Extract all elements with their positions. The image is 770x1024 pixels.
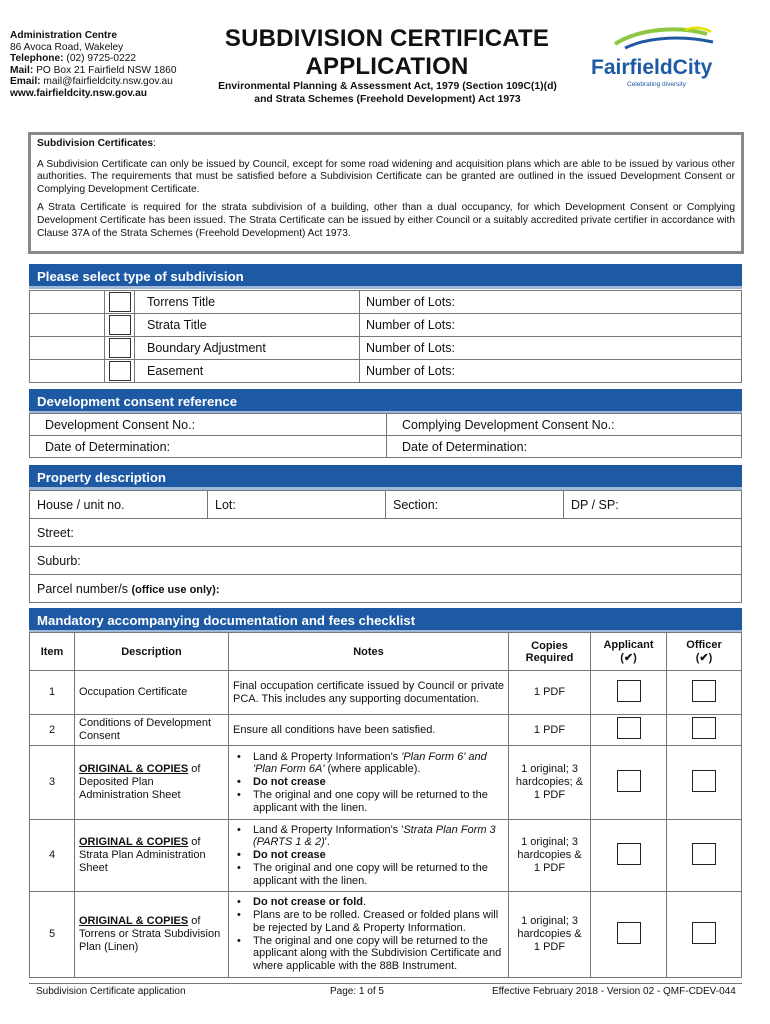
suburb-field[interactable]: Suburb:: [30, 547, 742, 575]
applicant-label: Applicant: [603, 639, 654, 651]
note-text: Land & Property Information's: [253, 750, 402, 763]
page-title: [196, 25, 578, 81]
logo-swoosh-blue: [625, 38, 713, 48]
footer-doc-name: Subdivision Certificate application: [36, 986, 186, 997]
table-row: [30, 892, 742, 978]
telephone: (02) 9725-0222: [66, 53, 137, 64]
parcel-note: (office use only):: [131, 583, 220, 596]
info-paragraph-1: A Subdivision Certificate can only be issued by Council, except for some road widening and acquisition plans which are able to be issued by various other authorities. The requirements that must be satisfied before a Subdivision Certificate can be granted are outlined in the issued Development Consent or Complying Development Certificate.: [37, 158, 735, 195]
info-paragraph-2: A Strata Certificate is required for the strata subdivision of a building, other than a dual occupancy, for which Development Consent or Complying Development Certificate has been issued. The Strata Certificate can be issued by either Council or a suitably accredited private certifier in accordance with Clause 37A of the Strata Schemes (Freehold Development) Act 1973.: [37, 202, 735, 239]
contact-block: [10, 30, 210, 99]
item-number: 2: [30, 715, 75, 746]
officer-checkbox[interactable]: [692, 843, 716, 865]
item-number: 3: [30, 746, 75, 820]
item-number: 4: [30, 820, 75, 892]
parcel-number-field[interactable]: [30, 575, 742, 603]
parcel-label: Parcel number/s: [37, 581, 129, 596]
title-line-1: SUBDIVISION CERTIFICATE: [224, 25, 550, 52]
lots-label[interactable]: Number of Lots:: [360, 360, 742, 383]
date-of-determination-field-2[interactable]: Date of Determination:: [387, 436, 742, 458]
legislation-subtitle: Environmental Planning & Assessment Act, 1979 (Section 109C(1)(d) and Strata Schemes (Freehold Development) Act 1973: [218, 81, 557, 105]
desc-text: Strata Plan Administration Sheet: [79, 849, 206, 874]
note-bullet: [233, 896, 504, 909]
logo-swoosh-green: [615, 29, 707, 44]
website[interactable]: www.fairfieldcity.nsw.gov.au: [10, 87, 147, 99]
subdivision-certificates-info: Subdivision Certificates: A Subdivision Certificate can only be issued by Council, except for some road widening and acquisition plans which are able to be issued by various other authorities. The requirements that must be satisfied before a Subdivision Certificate can be granted are outlined in the issued Development Consent or Complying Development Certificate. A Strata Certificate is required for the strata subdivision of a building, other than a dual occupancy, for which Development Consent or Complying Development Certificate has been issued. The Strata Certificate can be issued by either Council or a suitably accredited private certifier in accordance with Clause 37A of the Strata Schemes (Freehold Development) Act 1973.: [28, 132, 744, 254]
desc-text: Torrens or Strata Subdivision Plan (Linen): [79, 928, 221, 953]
boundary-checkbox[interactable]: [109, 338, 131, 358]
date-of-determination-field[interactable]: Date of Determination:: [30, 436, 387, 458]
item-notes: [229, 746, 509, 820]
address: 86 Avoca Road, Wakeley: [10, 41, 124, 53]
lot-field[interactable]: Lot:: [208, 491, 386, 519]
section-field[interactable]: Section:: [386, 491, 564, 519]
option-label: Easement: [135, 360, 360, 383]
col-description: Description: [75, 633, 229, 671]
item-notes: Ensure all conditions have been satisfied.: [229, 715, 509, 746]
lots-label[interactable]: Number of Lots:: [360, 337, 742, 360]
item-description: Conditions of Development Consent: [75, 715, 229, 746]
note-emphasis: Do not crease or fold: [253, 896, 364, 909]
officer-checkbox[interactable]: [692, 717, 716, 739]
desc-text: Deposited Plan Administration Sheet: [79, 776, 181, 801]
option-label: Boundary Adjustment: [135, 337, 360, 360]
house-unit-field[interactable]: House / unit no.: [30, 491, 208, 519]
note-text: Land & Property Information's ': [253, 823, 404, 836]
subdivision-option-boundary: [30, 337, 742, 360]
note-text-end: '.: [324, 836, 330, 849]
applicant-checkbox[interactable]: [617, 922, 641, 944]
desc-of: of: [188, 915, 201, 928]
desc-emphasis: ORIGINAL & COPIES: [79, 836, 189, 849]
section-documentation-checklist: Mandatory accompanying documentation and fees checklist: [29, 608, 742, 633]
table-row: [30, 820, 742, 892]
officer-label: Officer: [686, 639, 722, 651]
subdivision-option-strata: [30, 314, 742, 337]
option-label: Torrens Title: [135, 291, 360, 314]
desc-emphasis: ORIGINAL & COPIES: [79, 915, 189, 928]
dp-sp-field[interactable]: DP / SP:: [564, 491, 742, 519]
applicant-checkbox[interactable]: [617, 680, 641, 702]
footer-version: Effective February 2018 - Version 02 - QMF-CDEV-044: [492, 986, 736, 997]
applicant-checkbox[interactable]: [617, 717, 641, 739]
telephone-label: Telephone:: [10, 53, 64, 64]
lots-label[interactable]: Number of Lots:: [360, 291, 742, 314]
officer-tick-icon: (✔): [695, 652, 713, 664]
org-name: Administration Centre: [10, 30, 117, 41]
email-label: Email:: [10, 76, 41, 87]
note-bullet: • The original and one copy will be returned to the applicant along with the Subdivision Certificate and where applicable with the 88B Instrument.: [233, 935, 504, 973]
footer-divider: [29, 983, 742, 984]
logo-tagline: Celebrating diversity: [627, 81, 686, 88]
street-field[interactable]: Street:: [30, 519, 742, 547]
footer-page-number: Page: 1 of 5: [330, 986, 384, 997]
note-bullet: • Do not crease: [233, 776, 504, 789]
section-subdivision-type: Please select type of subdivision: [29, 264, 742, 289]
property-table: [29, 490, 742, 603]
section-development-consent: Development consent reference: [29, 389, 742, 414]
complying-consent-no-field[interactable]: Complying Development Consent No.:: [387, 414, 742, 436]
consent-table: [29, 413, 742, 458]
col-officer: [667, 633, 742, 671]
option-label: Strata Title: [135, 314, 360, 337]
section-property-description: Property description: [29, 465, 742, 490]
col-applicant: [591, 633, 667, 671]
mail-label: Mail:: [10, 64, 34, 76]
applicant-checkbox[interactable]: [617, 843, 641, 865]
easement-checkbox[interactable]: [109, 361, 131, 381]
item-number: 1: [30, 671, 75, 715]
note-form-name: 'Plan Form 6' and 'Plan Form 6A': [253, 750, 487, 776]
item-notes: Final occupation certificate issued by Council or private PCA. This includes any supporting documentation.: [229, 671, 509, 715]
note-bullet: [233, 824, 504, 850]
strata-checkbox[interactable]: [109, 315, 131, 335]
item-description: Occupation Certificate: [75, 671, 229, 715]
note-bullet: [233, 751, 504, 777]
copies-required: 1 original; 3 hardcopies & 1 PDF: [509, 892, 591, 978]
officer-checkbox[interactable]: [692, 680, 716, 702]
table-row: [30, 715, 742, 746]
note-bullet: • Do not crease: [233, 849, 504, 862]
item-notes: [229, 892, 509, 978]
col-notes: Notes: [229, 633, 509, 671]
item-description: [75, 892, 229, 978]
mail-address: PO Box 21 Fairfield NSW 1860: [36, 64, 177, 76]
item-description: [75, 746, 229, 820]
note-text-end: (where applicable).: [324, 763, 421, 776]
item-notes: [229, 820, 509, 892]
copies-required: 1 PDF: [509, 715, 591, 746]
title-line-2: APPLICATION: [305, 53, 469, 80]
desc-of: of: [188, 763, 201, 776]
subdivision-option-easement: [30, 360, 742, 383]
item-number: 5: [30, 892, 75, 978]
desc-emphasis: ORIGINAL & COPIES: [79, 763, 189, 776]
copies-required: 1 PDF: [509, 671, 591, 715]
subdivision-type-table: [29, 290, 742, 383]
subdivision-option-torrens: [30, 291, 742, 314]
checklist-header-row: [30, 633, 742, 671]
note-text-end: .: [363, 896, 367, 909]
note-form-name: Strata Plan Form 3 (PARTS 1 & 2): [253, 823, 496, 849]
applicant-checkbox[interactable]: [617, 770, 641, 792]
applicant-tick-icon: (✔): [620, 652, 637, 664]
torrens-checkbox[interactable]: [109, 292, 131, 312]
fairfield-city-logo: [585, 26, 735, 92]
lots-label[interactable]: Number of Lots:: [360, 314, 742, 337]
copies-required: 1 original; 3 hardcopies; & 1 PDF: [509, 746, 591, 820]
note-bullet: • Plans are to be rolled. Creased or folded plans will be rejected by Land & Property Information.: [233, 909, 504, 935]
item-description: [75, 820, 229, 892]
officer-checkbox[interactable]: [692, 922, 716, 944]
dev-consent-no-field[interactable]: Development Consent No.:: [30, 414, 387, 436]
col-copies: Copies Required: [509, 633, 591, 671]
checklist-table: [29, 632, 742, 978]
note-bullet: • The original and one copy will be returned to the applicant with the linen.: [233, 789, 504, 815]
officer-checkbox[interactable]: [692, 770, 716, 792]
desc-of: of: [188, 836, 201, 849]
info-heading: Subdivision Certificates: [37, 138, 154, 149]
logo-text: FairfieldCity: [591, 56, 713, 79]
note-bullet: • The original and one copy will be returned to the applicant with the linen.: [233, 862, 504, 888]
copies-required: 1 original; 3 hardcopies & 1 PDF: [509, 820, 591, 892]
email: mail@fairfieldcity.nsw.gov.au: [43, 76, 173, 87]
col-item: Item: [30, 633, 75, 671]
table-row: [30, 746, 742, 820]
table-row: [30, 671, 742, 715]
